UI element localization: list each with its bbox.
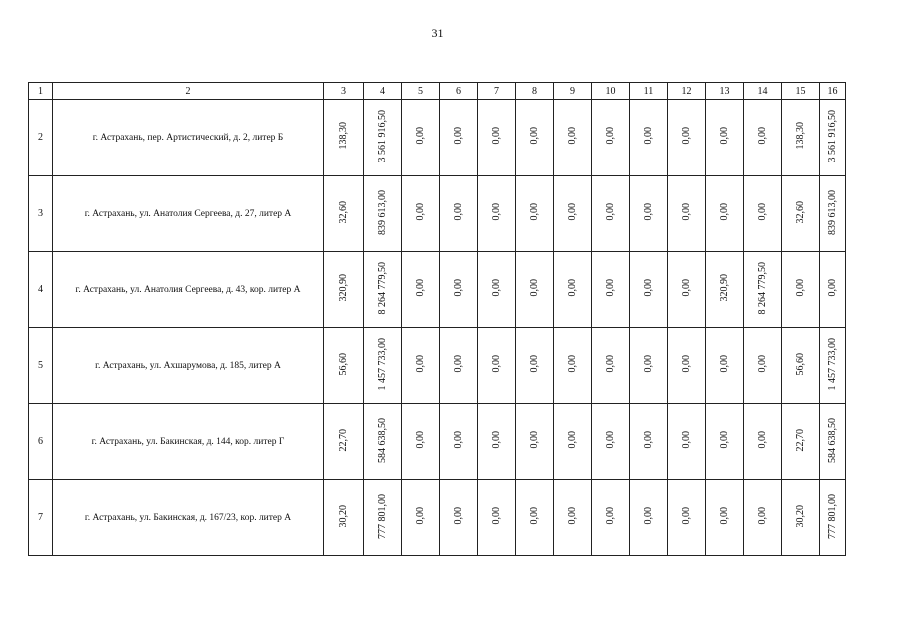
value-text: 0,00	[490, 507, 502, 525]
value-cell-col-7	[478, 404, 516, 480]
value-cell-col-5	[402, 252, 440, 328]
value-cell-col-9	[554, 328, 592, 404]
value-text: 0,00	[604, 279, 616, 297]
value-text: 0,00	[680, 507, 692, 525]
value-cell-col-5	[402, 404, 440, 480]
address-cell: г. Астрахань, ул. Ахшарумова, д. 185, литер А	[53, 328, 324, 404]
column-number-13: 13	[706, 83, 744, 100]
value-text: 0,00	[718, 431, 730, 449]
address-cell: г. Астрахань, пер. Артистический, д. 2, литер Б	[53, 100, 324, 176]
value-cell-col-3	[324, 404, 364, 480]
value-cell-col-7	[478, 328, 516, 404]
value-text: 0,00	[642, 431, 654, 449]
table-row	[29, 100, 846, 176]
value-text: 0,00	[528, 203, 540, 221]
value-text: 30,20	[794, 504, 806, 528]
value-text: 32,60	[337, 200, 349, 224]
value-cell-col-6	[440, 328, 478, 404]
value-text: 0,00	[528, 507, 540, 525]
value-text: 22,70	[337, 428, 349, 452]
value-cell-col-14	[744, 328, 782, 404]
value-cell-col-15	[782, 480, 820, 556]
table-row	[29, 480, 846, 556]
value-text: 0,00	[642, 127, 654, 145]
value-text: 138,30	[337, 122, 349, 150]
value-text: 0,00	[756, 127, 768, 145]
value-text: 0,00	[718, 355, 730, 373]
row-number: 5	[29, 328, 53, 404]
value-text: 584 638,50	[376, 417, 388, 463]
value-cell-col-7	[478, 252, 516, 328]
value-cell-col-6	[440, 480, 478, 556]
value-text: 584 638,50	[826, 417, 838, 463]
value-cell-col-3	[324, 252, 364, 328]
value-cell-col-6	[440, 176, 478, 252]
value-cell-col-13	[706, 100, 744, 176]
value-text: 0,00	[528, 279, 540, 297]
value-text: 0,00	[604, 203, 616, 221]
value-cell-col-15	[782, 100, 820, 176]
value-cell-col-10	[592, 404, 630, 480]
value-cell-col-7	[478, 480, 516, 556]
value-cell-col-16	[820, 252, 846, 328]
value-text: 0,00	[490, 127, 502, 145]
column-number-7: 7	[478, 83, 516, 100]
value-cell-col-15	[782, 252, 820, 328]
column-number-1: 1	[29, 83, 53, 100]
value-cell-col-14	[744, 100, 782, 176]
value-text: 0,00	[718, 203, 730, 221]
column-number-6: 6	[440, 83, 478, 100]
value-text: 56,60	[337, 352, 349, 376]
value-text: 3 561 916,50	[826, 109, 838, 163]
value-text: 0,00	[414, 355, 426, 373]
value-text: 0,00	[452, 127, 464, 145]
value-text: 0,00	[642, 355, 654, 373]
value-text: 0,00	[414, 279, 426, 297]
value-cell-col-11	[630, 328, 668, 404]
column-number-12: 12	[668, 83, 706, 100]
value-cell-col-3	[324, 176, 364, 252]
value-cell-col-12	[668, 480, 706, 556]
value-cell-col-6	[440, 252, 478, 328]
register-table	[28, 82, 846, 556]
value-cell-col-16	[820, 176, 846, 252]
value-cell-col-14	[744, 176, 782, 252]
column-number-14: 14	[744, 83, 782, 100]
value-text: 320,90	[718, 274, 730, 302]
value-cell-col-6	[440, 100, 478, 176]
value-cell-col-4	[364, 404, 402, 480]
value-text: 0,00	[680, 127, 692, 145]
value-text: 32,60	[794, 200, 806, 224]
value-cell-col-14	[744, 404, 782, 480]
value-cell-col-14	[744, 252, 782, 328]
value-text: 0,00	[414, 507, 426, 525]
row-number: 4	[29, 252, 53, 328]
value-cell-col-11	[630, 480, 668, 556]
value-text: 0,00	[490, 431, 502, 449]
value-text: 0,00	[718, 507, 730, 525]
value-text: 0,00	[566, 127, 578, 145]
value-text: 0,00	[642, 203, 654, 221]
value-text: 0,00	[528, 431, 540, 449]
column-number-11: 11	[630, 83, 668, 100]
value-cell-col-5	[402, 480, 440, 556]
value-text: 0,00	[566, 279, 578, 297]
table-row	[29, 176, 846, 252]
address-cell: г. Астрахань, ул. Анатолия Сергеева, д. 27, литер А	[53, 176, 324, 252]
row-number: 2	[29, 100, 53, 176]
row-number: 7	[29, 480, 53, 556]
column-numbers-row	[29, 83, 846, 100]
column-number-8: 8	[516, 83, 554, 100]
value-cell-col-8	[516, 480, 554, 556]
row-number: 3	[29, 176, 53, 252]
value-text: 0,00	[680, 355, 692, 373]
value-cell-col-13	[706, 328, 744, 404]
value-text: 0,00	[756, 355, 768, 373]
column-number-3: 3	[324, 83, 364, 100]
value-cell-col-4	[364, 252, 402, 328]
value-text: 1 457 733,00	[376, 337, 388, 391]
value-text: 0,00	[604, 127, 616, 145]
value-cell-col-15	[782, 328, 820, 404]
value-text: 0,00	[604, 507, 616, 525]
value-cell-col-12	[668, 100, 706, 176]
value-text: 0,00	[490, 203, 502, 221]
value-cell-col-9	[554, 176, 592, 252]
value-cell-col-4	[364, 176, 402, 252]
value-cell-col-5	[402, 176, 440, 252]
column-number-9: 9	[554, 83, 592, 100]
value-text: 777 801,00	[376, 493, 388, 539]
value-text: 0,00	[826, 279, 838, 297]
value-cell-col-7	[478, 100, 516, 176]
value-cell-col-12	[668, 328, 706, 404]
value-cell-col-3	[324, 480, 364, 556]
value-text: 0,00	[414, 127, 426, 145]
column-number-15: 15	[782, 83, 820, 100]
value-text: 0,00	[642, 279, 654, 297]
value-text: 839 613,00	[826, 189, 838, 235]
value-text: 0,00	[452, 507, 464, 525]
table-row	[29, 252, 846, 328]
value-text: 138,30	[794, 122, 806, 150]
value-cell-col-12	[668, 176, 706, 252]
value-cell-col-13	[706, 480, 744, 556]
row-number: 6	[29, 404, 53, 480]
value-cell-col-12	[668, 404, 706, 480]
column-number-10: 10	[592, 83, 630, 100]
value-cell-col-13	[706, 252, 744, 328]
value-text: 0,00	[756, 431, 768, 449]
value-cell-col-10	[592, 328, 630, 404]
table-row	[29, 404, 846, 480]
value-text: 0,00	[566, 431, 578, 449]
value-cell-col-7	[478, 176, 516, 252]
value-text: 0,00	[490, 355, 502, 373]
value-cell-col-11	[630, 252, 668, 328]
value-cell-col-8	[516, 252, 554, 328]
column-number-16: 16	[820, 83, 846, 100]
value-cell-col-11	[630, 176, 668, 252]
value-cell-col-8	[516, 404, 554, 480]
value-cell-col-16	[820, 404, 846, 480]
value-cell-col-16	[820, 328, 846, 404]
value-text: 0,00	[452, 279, 464, 297]
value-cell-col-14	[744, 480, 782, 556]
value-cell-col-9	[554, 480, 592, 556]
value-cell-col-13	[706, 176, 744, 252]
value-text: 0,00	[528, 355, 540, 373]
value-text: 3 561 916,50	[376, 109, 388, 163]
value-cell-col-15	[782, 404, 820, 480]
value-cell-col-16	[820, 480, 846, 556]
value-cell-col-11	[630, 100, 668, 176]
value-cell-col-8	[516, 328, 554, 404]
value-text: 0,00	[414, 431, 426, 449]
value-text: 0,00	[604, 355, 616, 373]
value-text: 777 801,00	[826, 493, 838, 539]
value-text: 0,00	[680, 279, 692, 297]
column-number-4: 4	[364, 83, 402, 100]
table-row	[29, 328, 846, 404]
column-number-5: 5	[402, 83, 440, 100]
value-cell-col-4	[364, 100, 402, 176]
value-text: 839 613,00	[376, 189, 388, 235]
value-text: 1 457 733,00	[826, 337, 838, 391]
value-cell-col-12	[668, 252, 706, 328]
value-text: 8 264 779,50	[376, 261, 388, 315]
value-text: 320,90	[337, 274, 349, 302]
value-cell-col-11	[630, 404, 668, 480]
value-cell-col-9	[554, 252, 592, 328]
value-cell-col-10	[592, 176, 630, 252]
value-text: 0,00	[490, 279, 502, 297]
value-text: 0,00	[566, 355, 578, 373]
value-cell-col-16	[820, 100, 846, 176]
value-text: 0,00	[414, 203, 426, 221]
value-cell-col-3	[324, 100, 364, 176]
value-cell-col-5	[402, 328, 440, 404]
value-text: 56,60	[794, 352, 806, 376]
value-text: 0,00	[528, 127, 540, 145]
value-text: 0,00	[452, 431, 464, 449]
value-cell-col-4	[364, 328, 402, 404]
value-cell-col-8	[516, 176, 554, 252]
value-cell-col-5	[402, 100, 440, 176]
column-number-2: 2	[53, 83, 324, 100]
address-cell: г. Астрахань, ул. Анатолия Сергеева, д. 43, кор. литер А	[53, 252, 324, 328]
address-cell: г. Астрахань, ул. Бакинская, д. 167/23, кор. литер А	[53, 480, 324, 556]
value-cell-col-10	[592, 100, 630, 176]
value-text: 0,00	[756, 507, 768, 525]
value-cell-col-8	[516, 100, 554, 176]
value-cell-col-9	[554, 404, 592, 480]
value-text: 0,00	[680, 203, 692, 221]
value-cell-col-15	[782, 176, 820, 252]
value-text: 0,00	[452, 203, 464, 221]
value-text: 0,00	[718, 127, 730, 145]
value-text: 0,00	[756, 203, 768, 221]
register-body	[29, 83, 846, 556]
value-text: 0,00	[566, 507, 578, 525]
value-text: 0,00	[566, 203, 578, 221]
page-number: 31	[431, 26, 444, 40]
value-cell-col-13	[706, 404, 744, 480]
value-cell-col-10	[592, 252, 630, 328]
value-cell-col-10	[592, 480, 630, 556]
value-cell-col-6	[440, 404, 478, 480]
value-cell-col-4	[364, 480, 402, 556]
value-text: 0,00	[452, 355, 464, 373]
value-cell-col-9	[554, 100, 592, 176]
value-text: 0,00	[642, 507, 654, 525]
value-text: 22,70	[794, 428, 806, 452]
value-text: 0,00	[604, 431, 616, 449]
value-text: 30,20	[337, 504, 349, 528]
value-text: 0,00	[794, 279, 806, 297]
address-cell: г. Астрахань, ул. Бакинская, д. 144, кор. литер Г	[53, 404, 324, 480]
value-text: 8 264 779,50	[756, 261, 768, 315]
value-text: 0,00	[680, 431, 692, 449]
value-cell-col-3	[324, 328, 364, 404]
